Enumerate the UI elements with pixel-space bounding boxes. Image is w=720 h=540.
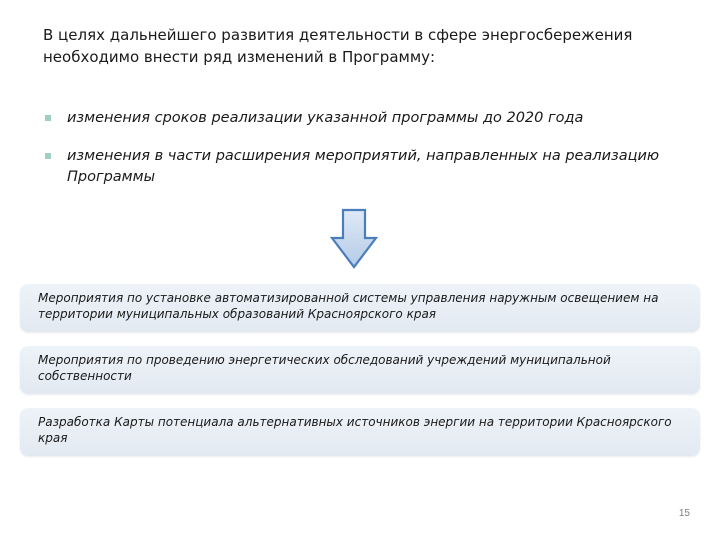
measure-text: Мероприятия по проведению энергетических обследований учреждений муниципальной собственности: [38, 353, 611, 383]
measure-text: Мероприятия по установке автоматизированной системы управления наружным освещением на территории муниципальных образований Красноярского края: [38, 291, 659, 321]
measure-box: [20, 346, 700, 394]
measure-text: Разработка Карты потенциала альтернативных источников энергии на территории Красноярского края: [38, 415, 672, 445]
slide-heading: В целях дальнейшего развития деятельности в сфере энергосбережения необходимо внести ряд изменений в Программу:: [43, 26, 633, 66]
measure-box: [20, 284, 700, 332]
bullet-item: [43, 108, 683, 129]
bullet-text: изменения в части расширения мероприятий, направленных на реализацию Программы: [67, 148, 660, 185]
measure-box: [20, 408, 700, 456]
bullet-item: [43, 146, 683, 188]
bullet-text: изменения сроков реализации указанной программы до 2020 года: [67, 110, 584, 126]
bullet-marker-icon: [45, 115, 51, 121]
bullet-list: [43, 108, 683, 205]
bullet-marker-icon: [45, 153, 51, 159]
down-arrow-icon: [330, 208, 378, 270]
page-number: 15: [678, 508, 690, 519]
